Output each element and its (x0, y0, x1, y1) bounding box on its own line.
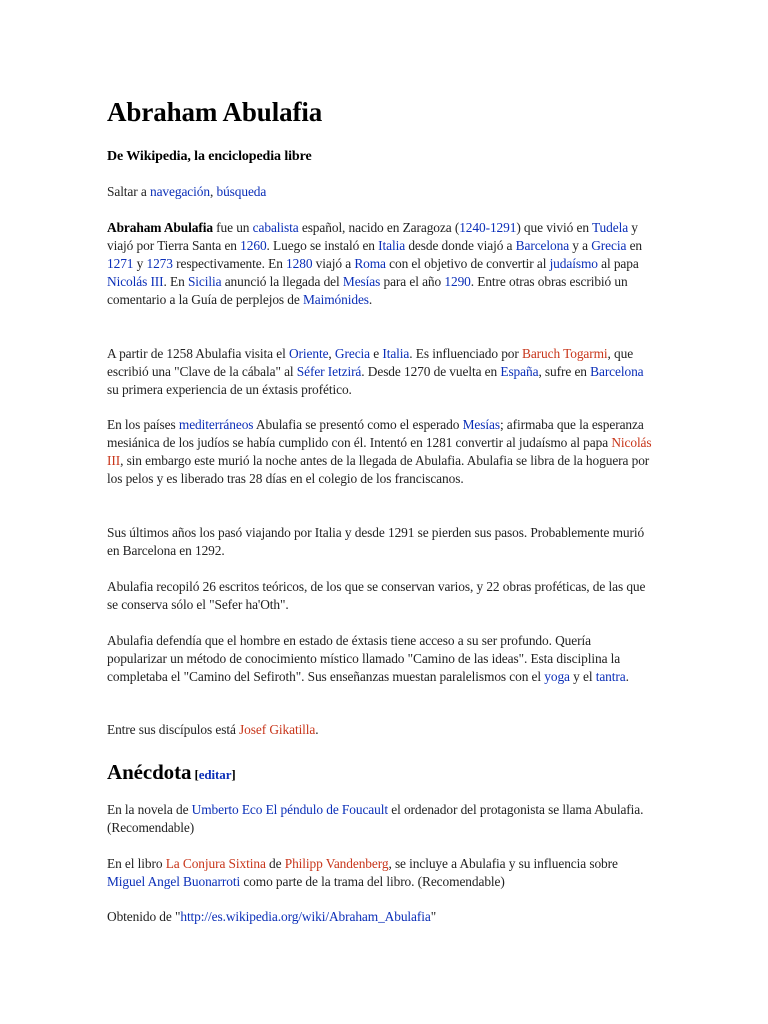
text: A partir de 1258 Abulafia visita el (107, 346, 289, 361)
link-cabalista[interactable]: cabalista (252, 220, 299, 235)
text: desde donde viajó a (405, 238, 516, 253)
link-sicilia[interactable]: Sicilia (187, 274, 222, 289)
text: , sufre en (538, 364, 591, 379)
paragraph-messiah (107, 416, 652, 488)
text: . (625, 669, 629, 684)
search-link[interactable]: búsqueda (216, 184, 267, 199)
link-nicolas-iii[interactable]: Nicolás III (107, 274, 164, 289)
paragraph-eco (107, 801, 652, 837)
text: . Desde 1270 de vuelta en (361, 364, 501, 379)
text: . (315, 722, 319, 737)
link-philipp-vandenberg[interactable]: Philipp Vandenberg (284, 856, 389, 871)
source-url-link[interactable]: http://es.wikipedia.org/wiki/Abraham_Abulafia (180, 909, 431, 924)
site-subtitle: De Wikipedia, la enciclopedia libre (107, 149, 312, 164)
link-mesias[interactable]: Mesías (462, 417, 500, 432)
link-grecia[interactable]: Grecia (591, 238, 627, 253)
text: anunció la llegada del (221, 274, 343, 289)
text: en (626, 238, 643, 253)
link-tantra[interactable]: tantra (595, 669, 626, 684)
page-title: Abraham Abulafia (107, 97, 323, 127)
paragraph-disciples (107, 721, 652, 739)
text: y viajó por Tierra Santa en (107, 220, 638, 253)
text: En la novela de (107, 802, 192, 817)
link-grecia[interactable]: Grecia (334, 346, 371, 361)
link-conjura-sixtina[interactable]: La Conjura Sixtina (165, 856, 266, 871)
section-heading-anecdota (107, 759, 236, 788)
link-barcelona[interactable]: Barcelona (590, 364, 644, 379)
link-baruch-togarmi[interactable]: Baruch Togarmi (522, 346, 608, 361)
link-judaismo[interactable]: judaísmo (549, 256, 598, 271)
text: su primera experiencia de un éxtasis profético. (107, 382, 352, 397)
paragraph-influences (107, 345, 652, 399)
text: para el año (380, 274, 445, 289)
article-subject-bold: Abraham Abulafia (107, 220, 213, 235)
text: , (328, 346, 335, 361)
text: . En (163, 274, 188, 289)
text: y (133, 256, 147, 271)
link-roma[interactable]: Roma (354, 256, 386, 271)
text: . (368, 292, 373, 307)
text: al papa (597, 256, 639, 271)
text: de (265, 856, 285, 871)
link-miguel-angel[interactable]: Miguel Angel Buonarroti (107, 874, 241, 889)
text: " (430, 909, 437, 924)
link-italia[interactable]: Italia (382, 346, 410, 361)
text: ; afirmaba que la esperanza mesiánica de los judíos se había cumplido con él. Intentó en 1281 convertir al judaísmo al papa (107, 417, 644, 450)
text: Entre sus discípulos está (107, 722, 240, 737)
text: español, nacido en Zaragoza ( (298, 220, 460, 235)
link-tudela[interactable]: Tudela (591, 220, 629, 235)
text: , sin embargo este murió la noche antes de la llegada de Abulafia. Abulafia se libra de la hoguera por los pelos y es liberado tras 28 días en el colegio de los franciscanos. (107, 453, 650, 486)
link-1260[interactable]: 1260 (240, 238, 267, 253)
link-years[interactable]: 1240-1291 (459, 220, 517, 235)
text: . Es influenciado por (409, 346, 522, 361)
link-sefer-ietzira[interactable]: Séfer Ietzirá (296, 364, 362, 379)
text: el ordenador del protagonista se llama Abulafia. (Recomendable) (107, 802, 644, 835)
link-1271[interactable]: 1271 (107, 256, 134, 271)
link-oriente[interactable]: Oriente (288, 346, 329, 361)
text: , que escribió una "Clave de la cábala" al (107, 346, 634, 379)
text: fue un (212, 220, 253, 235)
link-1280[interactable]: 1280 (286, 256, 313, 271)
paragraph-intro (107, 219, 652, 309)
paragraph-ecstasy (107, 632, 652, 686)
text: y el (569, 669, 596, 684)
section-title: Anécdota (107, 760, 192, 784)
text: ) que vivió en (516, 220, 592, 235)
text: . Luego se instaló en (266, 238, 379, 253)
edit-bracket-open: [ (191, 767, 199, 782)
edit-link[interactable]: editar (198, 767, 232, 782)
text: Abulafia se presentó como el esperado (253, 417, 463, 432)
link-barcelona[interactable]: Barcelona (515, 238, 570, 253)
paragraph-last-years: Sus últimos años los pasó viajando por Italia y desde 1291 se pierden sus pasos. Probablemente murió en Barcelona en 1292. (107, 525, 645, 558)
link-yoga[interactable]: yoga (544, 669, 570, 684)
text: y a (569, 238, 592, 253)
text: como parte de la trama del libro. (Recomendable) (240, 874, 505, 889)
navigation-link[interactable]: navegación (149, 184, 210, 199)
text: respectivamente. En (172, 256, 287, 271)
paragraph-writings: Abulafia recopiló 26 escritos teóricos, de los que se conservan varios, y 22 obras proféticas, de las que se conserva sólo el "Sefer ha'Oth". (107, 579, 646, 612)
link-josef-gikatilla[interactable]: Josef Gikatilla (239, 722, 316, 737)
paragraph-conjura (107, 855, 652, 891)
text: viajó a (312, 256, 355, 271)
link-umberto-eco[interactable]: Umberto Eco (191, 802, 263, 817)
link-1273[interactable]: 1273 (146, 256, 173, 271)
edit-bracket-close: ] (231, 767, 236, 782)
link-espana[interactable]: España (500, 364, 539, 379)
text: , se incluye a Abulafia y su influencia sobre (388, 856, 618, 871)
text: con el objetivo de convertir al (385, 256, 550, 271)
link-mediterraneos[interactable]: mediterráneos (178, 417, 254, 432)
text: . Entre otras obras escribió un comentario a la Guía de perplejos de (107, 274, 628, 307)
jump-separator: , (209, 184, 217, 199)
edit-section (191, 767, 235, 782)
text: e (370, 346, 383, 361)
link-nicolas-iii[interactable]: Nicolás III (107, 435, 652, 468)
link-mesias[interactable]: Mesías (342, 274, 381, 289)
text: En los países (107, 417, 179, 432)
source-footer (107, 908, 652, 926)
text: Abulafia defendía que el hombre en estado de éxtasis tiene acceso a su ser profundo. Quería popularizar un método de conocimiento místico llamado "Camino de las ideas". Esta disciplina la completaba el "Camino del Sefiroth". Sus enseñanzas muestan paralelismos con el (107, 633, 621, 684)
link-1290[interactable]: 1290 (444, 274, 471, 289)
link-maimonides[interactable]: Maimónides (302, 292, 369, 307)
link-pendulo-foucault[interactable]: El péndulo de Foucault (265, 802, 388, 817)
text: Obtenido de " (107, 909, 181, 924)
link-italia[interactable]: Italia (378, 238, 406, 253)
text: En el libro (107, 856, 166, 871)
jump-prefix: Saltar a (107, 184, 150, 199)
jump-links (107, 183, 266, 201)
